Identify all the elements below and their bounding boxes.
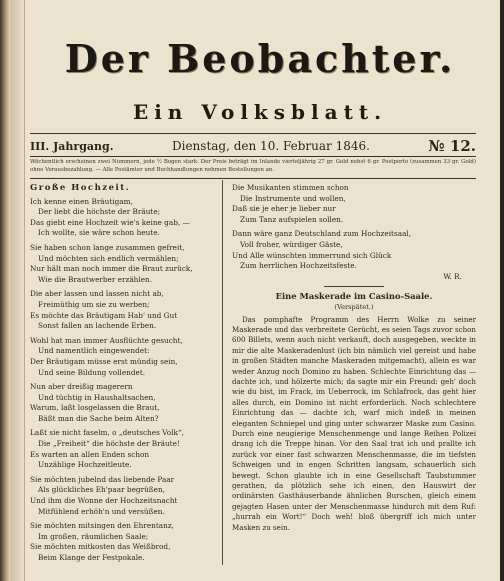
issue-meta xyxy=(30,137,476,155)
poem-line: Ich wollte, sie wäre schon heute. xyxy=(38,228,160,238)
poem-line: Die Musikanten stimmen schon xyxy=(232,183,349,192)
poem-continuation xyxy=(232,183,476,272)
poem-line: Daß sie je eher je lieber nur xyxy=(232,204,336,214)
poem-line: Der liebt die höchste der Bräute; xyxy=(38,207,161,217)
poem-line: Sie haben schon lange zusammen gefreit, xyxy=(30,242,185,252)
poem-line: Zum Tanz aufspielen sollen. xyxy=(240,214,344,224)
poem-line: Die aber lassen und lassen nicht ab, xyxy=(30,289,164,299)
poem-signature: W. R. xyxy=(443,271,462,281)
poem-line: Nur hält man noch immer die Braut zurück, xyxy=(30,264,193,274)
page-edge xyxy=(500,0,504,581)
left-column xyxy=(30,183,214,564)
poem-line: Sie möchten jubelnd das liebende Paar xyxy=(30,474,175,484)
poem-line: Sie möchten mitkosten das Weißbrod, xyxy=(30,542,171,552)
poem-line: Unzählige Hochzeitleute. xyxy=(38,460,132,470)
notice-rule xyxy=(30,178,476,179)
article-title: Eine Maskerade im Casino-Saale. xyxy=(275,291,433,302)
column-divider xyxy=(222,180,223,565)
poem-line: Und namentlich eingewendet: xyxy=(38,346,150,356)
poem-line: Und tüchtig in Haushaltsachen, xyxy=(38,392,156,402)
poem-line: Wie die Brautwerber erzählen. xyxy=(38,274,153,284)
poem-line: Es möchte das Bräutigam Hab' und Gut xyxy=(30,310,178,320)
poem-line: Laßt sie nicht faselm, o „deutsches Volk“, xyxy=(30,428,184,438)
poem-line: Und Alle wünschten immerrund sich Glück xyxy=(232,250,392,260)
volume-label: III. Jahrgang. xyxy=(30,139,114,153)
poem-line: Beim Klange der Festpokale. xyxy=(38,553,145,562)
poem-line: Als glückliches Eh'paar begrüßen, xyxy=(38,485,165,495)
poem-line: Und möchten sich endlich vermählen; xyxy=(38,253,179,263)
poem-line: Die „Freiheit“ die höchste der Bräute! xyxy=(38,439,180,449)
book-spine xyxy=(0,0,10,581)
issue-number: № 12. xyxy=(428,137,476,155)
article-subtitle: (Verspätet.) xyxy=(334,302,374,311)
masthead-subtitle: Ein Volksblatt. xyxy=(132,100,388,124)
poem-line: Sie möchten mitsingen den Ehrentanz, xyxy=(30,521,174,531)
right-column xyxy=(232,183,476,533)
poem-line: Bäßt man die Sache beim Alten? xyxy=(38,413,159,423)
poem-line: Freimüthig um sie zu werben; xyxy=(38,299,150,309)
subscription-notice: Wöchentlich erscheinen zwei Nummern, jede ½ Bogen stark. Der Preis beträgt im Inlande vierteljährig 27 gr. Gold nebst 6 gr. Postporto (zusammen 33 gr. Gold) ohne Vorausbezahlung. — Alle Postämter und Buchhandlungen nehmen Bestellungen an. xyxy=(30,159,476,173)
issue-date: Dienstag, den 10. Februar 1846. xyxy=(172,139,370,153)
poem-line: Und ihm die Wonne der Hochzeitsnacht xyxy=(30,496,178,506)
poem-line: Im großen, räumlichen Saale; xyxy=(38,531,149,541)
meta-rule xyxy=(30,156,476,157)
poem-line: Ich kenne einen Bräutigam, xyxy=(30,196,133,206)
poem-line: Die Instrumente und wollen, xyxy=(240,193,346,203)
poem-line: Zum herrlichen Hochzeitsfeste. xyxy=(240,261,357,271)
section-rule xyxy=(324,286,384,287)
poem-line: Der Bräutigam müsse erst mündig sein, xyxy=(30,356,178,366)
poem-body xyxy=(30,197,214,564)
poem-line: Wohl hat man immer Ausflüchte gesucht, xyxy=(30,335,183,345)
page-gutter xyxy=(10,0,25,581)
poem-line: Warum, laßt losgelassen die Braut, xyxy=(30,403,160,413)
poem-line: Dann wäre ganz Deutschland zum Hochzeitsaal, xyxy=(232,229,412,239)
poem-line: Voll froher, würdiger Gäste, xyxy=(240,239,343,249)
poem-title: Große Hochzeit. xyxy=(30,183,131,193)
poem-line: Das giebt eine Hochzeit wie's keine gab, — xyxy=(30,217,190,227)
top-rule xyxy=(30,133,476,134)
article-text: Das pomphafte Programm des Herrn Wolke zu seiner Maskerade und das verbreitete Gerücht, es seien Tags zuvor schon 600 Billets, wenn auch nicht verkauft, doch ausgegeben, weckte in mir die alte Maskeradenlust (ich bin nämlich viel gereist und habe in großen Städten manche Maskeraden mitgemacht), allein es war weder Anzug noch Domino zu haben. Schlechte Einrichtung das — dachte ich, und hölzerte mich; da sagte mir ein Freund: geh' doch wie du bist, im Frack, im Ueberrock, im Schlafrock, das geht hier alles durch, ein Domino ist nicht erforderlich. Noch schlechtere Einrichtung das — dachte ich, warf mich indeß in meinen eleganten Schniepel und ging unter schwarzer Maske zum Casino. Durch eine neugierige Menschenmenge und lange Reihen Polizei drang ich die Treppe hinan. Vor den Saal trat ich und prallte ich zurück vor einer fast schwarzen Menschenmasse, die im tiefsten Schweigen und in engen Schritten langsam, schauerlich sich bewegt. Schon glaubte ich in eine Gesellschaft Taubstummer gerathen, da plötzlich sehe ich einen, den Hauswirt der ordinärsten Gasthäuserbande ähnlichen Burschen, gleich einem gejagten Hasen unter der Menschenmasse hindurch mit dem Ruf: „hurrah ein Wort!“ Doch weh! bloß übergriff ich mich unter Masken zu sein. xyxy=(232,314,476,532)
poem-line: Und seine Bildung vollendet. xyxy=(38,367,146,377)
poem-line: Es warten an allen Enden schon xyxy=(30,449,150,459)
poem-line: Nun aber dreißig magerern xyxy=(30,382,133,392)
poem-line: Sonst fallen an lachende Erben. xyxy=(38,321,157,331)
poem-line: Mitfühlend erhöh'n und versüßen. xyxy=(38,506,165,516)
masthead-title: Der Beobachter. xyxy=(64,36,456,81)
